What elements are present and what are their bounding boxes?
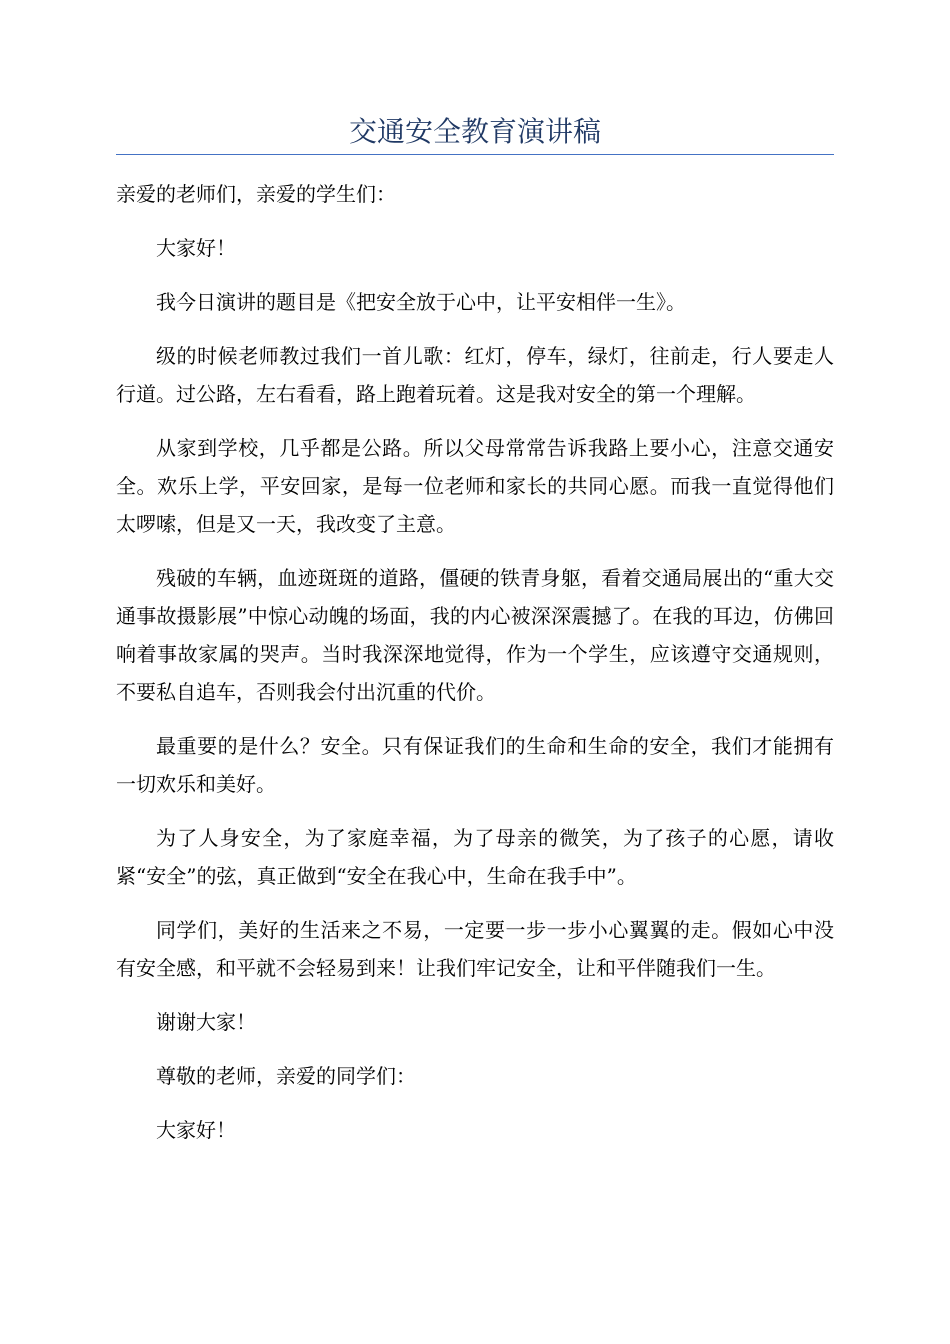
paragraph: 残破的车辆，血迹斑斑的道路，僵硬的铁青身躯，看着交通局展出的“重大交通事故摄影展”中惊心动魄的场面，我的内心被深深震撼了。在我的耳边，仿佛回响着事故家属的哭声。当时我深深地觉得，作为一个学生，应该遵守交通规则，不要私自追车，否则我会付出沉重的代价。 [116, 566, 834, 704]
paragraph: 最重要的是什么？安全。只有保证我们的生命和生命的安全，我们才能拥有一切欢乐和美好。 [116, 734, 834, 796]
paragraph: 级的时候老师教过我们一首儿歌：红灯，停车，绿灯，往前走，行人要走人行道。过公路，左右看看，路上跑着玩着。这是我对安全的第一个理解。 [116, 344, 834, 406]
paragraph: 为了人身安全，为了家庭幸福，为了母亲的微笑，为了孩子的心愿，请收紧“安全”的弦，真正做到“安全在我心中，生命在我手中”。 [116, 826, 834, 888]
greeting: 大家好！ [156, 236, 236, 260]
paragraph: 我今日演讲的题目是《把安全放于心中，让平安相伴一生》。 [156, 290, 686, 314]
paragraph: 从家到学校，几乎都是公路。所以父母常常告诉我路上要小心，注意交通安全。欢乐上学，平安回家，是每一位老师和家长的共同心愿。而我一直觉得他们太啰嗦，但是又一天，我改变了主意。 [116, 436, 834, 536]
second-greeting: 大家好！ [156, 1118, 236, 1142]
paragraph: 同学们，美好的生活来之不易，一定要一步一步小心翼翼的走。假如心中没有安全感，和平就不会轻易到来！让我们牢记安全，让和平伴随我们一生。 [116, 918, 834, 980]
second-salutation: 尊敬的老师，亲爱的同学们： [156, 1064, 416, 1088]
title-underline [116, 154, 834, 155]
document-body [116, 175, 834, 1165]
salutation: 亲爱的老师们，亲爱的学生们： [116, 182, 396, 206]
document-title: 交通安全教育演讲稿 [348, 115, 601, 148]
closing-thanks: 谢谢大家！ [156, 1010, 256, 1034]
